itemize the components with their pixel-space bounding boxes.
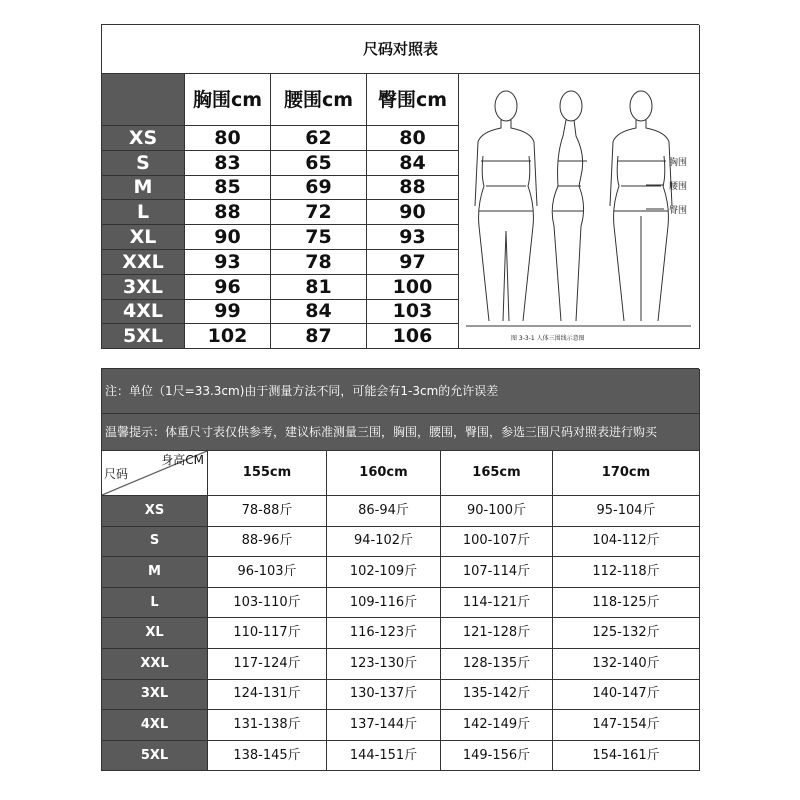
height-header: 160cm — [327, 451, 441, 496]
weight-range: 121-128斤 — [441, 618, 553, 649]
front-figure — [475, 91, 537, 321]
weight-range: 110-117斤 — [208, 618, 327, 649]
weight-range: 103-110斤 — [208, 588, 327, 619]
measurement-value: 93 — [185, 250, 271, 275]
measurement-value: 84 — [271, 300, 367, 325]
weight-range: 137-144斤 — [327, 710, 441, 741]
size-label: L — [102, 200, 185, 225]
weight-range: 142-149斤 — [441, 710, 553, 741]
weight-range: 114-121斤 — [441, 588, 553, 619]
weight-range: 138-145斤 — [208, 741, 327, 772]
measurement-value: 78 — [271, 250, 367, 275]
measurement-value: 81 — [271, 275, 367, 300]
corner-cell — [102, 451, 208, 496]
weight-range: 128-135斤 — [441, 649, 553, 680]
body-figure-illustration — [461, 76, 697, 346]
weight-range: 102-109斤 — [327, 557, 441, 588]
measurement-value: 62 — [271, 126, 367, 151]
size-label: XL — [102, 225, 185, 250]
height-header: 155cm — [208, 451, 327, 496]
size-label: 3XL — [102, 680, 208, 711]
size-label: S — [102, 151, 185, 176]
weight-range: 95-104斤 — [553, 496, 700, 527]
figure-label-chest: 胸围 — [669, 158, 688, 169]
measurement-value: 88 — [367, 176, 459, 201]
weight-range: 86-94斤 — [327, 496, 441, 527]
size-label: M — [102, 176, 185, 201]
measurement-value: 90 — [185, 225, 271, 250]
side-figure — [552, 91, 587, 321]
weight-range: 140-147斤 — [553, 680, 700, 711]
figure-label-hip: 臀围 — [669, 206, 688, 217]
measurement-value: 75 — [271, 225, 367, 250]
weight-range: 109-116斤 — [327, 588, 441, 619]
size-label: S — [102, 527, 208, 558]
body-measurement-figure — [459, 74, 700, 349]
measurement-value: 97 — [367, 250, 459, 275]
measurement-value: 100 — [367, 275, 459, 300]
measurement-value: 96 — [185, 275, 271, 300]
weight-range: 144-151斤 — [327, 741, 441, 772]
column-header: 臀围cm — [367, 74, 459, 126]
weight-range: 100-107斤 — [441, 527, 553, 558]
size-label: 3XL — [102, 275, 185, 300]
height-header: 170cm — [553, 451, 700, 496]
size-label: XL — [102, 618, 208, 649]
measurement-value: 90 — [367, 200, 459, 225]
page-title: 尺码对照表 — [102, 25, 700, 74]
note-text: 注：单位（1尺=33.3cm)由于测量方法不同，可能会有1-3cm的允许误差 — [102, 369, 700, 414]
measurement-value: 84 — [367, 151, 459, 176]
measurement-value: 106 — [367, 324, 459, 349]
size-label: XXL — [102, 250, 185, 275]
measurement-value: 69 — [271, 176, 367, 201]
measurement-value: 99 — [185, 300, 271, 325]
measurement-value: 80 — [185, 126, 271, 151]
measurement-value: 87 — [271, 324, 367, 349]
measurement-value: 83 — [185, 151, 271, 176]
size-label: M — [102, 557, 208, 588]
figure-caption: 图 3-3-1 人体三围线示意图 — [511, 335, 585, 343]
size-label: XS — [102, 126, 185, 151]
measurement-value: 65 — [271, 151, 367, 176]
weight-range: 124-131斤 — [208, 680, 327, 711]
height-weight-table — [101, 368, 699, 771]
measurement-value: 72 — [271, 200, 367, 225]
size-label: 5XL — [102, 741, 208, 772]
weight-range: 96-103斤 — [208, 557, 327, 588]
size-label: XS — [102, 496, 208, 527]
weight-range: 147-154斤 — [553, 710, 700, 741]
size-label: XXL — [102, 649, 208, 680]
weight-range: 112-118斤 — [553, 557, 700, 588]
size-label: L — [102, 588, 208, 619]
weight-range: 154-161斤 — [553, 741, 700, 772]
corner-cell — [102, 74, 185, 126]
back-figure — [610, 91, 672, 321]
weight-range: 94-102斤 — [327, 527, 441, 558]
tip-text: 温馨提示：体重尺寸表仅供参考，建议标准测量三围，胸围，腰围，臀围，参选三围尺码对照表进行购买 — [102, 414, 700, 451]
measurement-value: 80 — [367, 126, 459, 151]
weight-range: 116-123斤 — [327, 618, 441, 649]
size-label: 5XL — [102, 324, 185, 349]
weight-range: 125-132斤 — [553, 618, 700, 649]
measurement-table — [101, 24, 699, 349]
weight-range: 107-114斤 — [441, 557, 553, 588]
weight-range: 90-100斤 — [441, 496, 553, 527]
height-header: 165cm — [441, 451, 553, 496]
size-label: 4XL — [102, 300, 185, 325]
weight-range: 118-125斤 — [553, 588, 700, 619]
size-label: 4XL — [102, 710, 208, 741]
size-axis-label: 尺码 — [104, 467, 129, 481]
weight-range: 130-137斤 — [327, 680, 441, 711]
measurement-value: 88 — [185, 200, 271, 225]
measurement-value: 103 — [367, 300, 459, 325]
weight-range: 88-96斤 — [208, 527, 327, 558]
height-axis-label: 身高CM — [161, 453, 204, 467]
column-header: 胸围cm — [185, 74, 271, 126]
weight-range: 78-88斤 — [208, 496, 327, 527]
weight-range: 117-124斤 — [208, 649, 327, 680]
figure-label-waist: 腰围 — [669, 182, 688, 193]
column-header: 腰围cm — [271, 74, 367, 126]
weight-range: 132-140斤 — [553, 649, 700, 680]
weight-range: 135-142斤 — [441, 680, 553, 711]
weight-range: 131-138斤 — [208, 710, 327, 741]
weight-range: 149-156斤 — [441, 741, 553, 772]
measurement-value: 85 — [185, 176, 271, 201]
measurement-value: 102 — [185, 324, 271, 349]
measurement-value: 93 — [367, 225, 459, 250]
weight-range: 104-112斤 — [553, 527, 700, 558]
weight-range: 123-130斤 — [327, 649, 441, 680]
